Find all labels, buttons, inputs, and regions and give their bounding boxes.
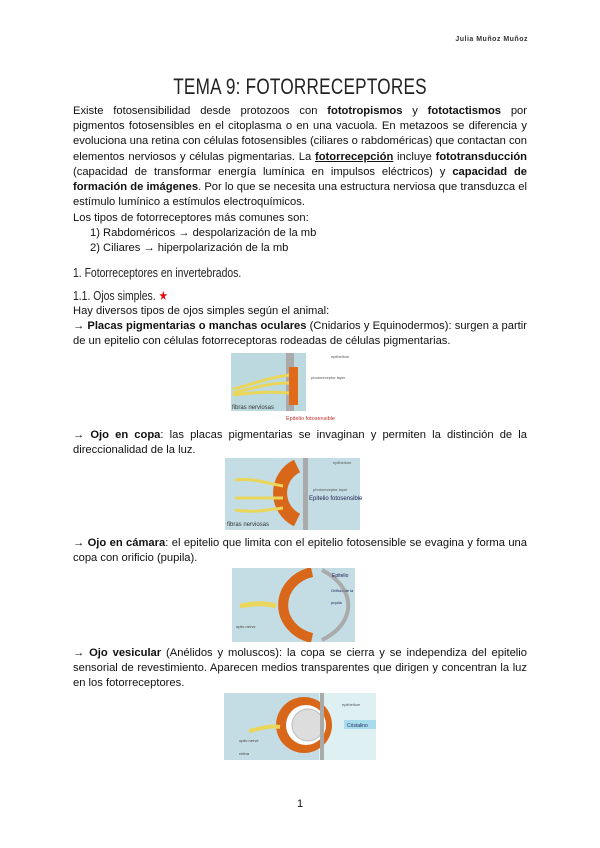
text-run: : las placas pigmentarias se invaginan y permiten la distinción de la direccionalidad de la luz. <box>73 429 527 457</box>
svg-text:Epitelio: Epitelio <box>332 573 349 579</box>
text-run: (Cnidarios y Equinodermos): surgen a partir de un epitelio con células fotorreceptoras rodeadas de células pigmentarias. <box>73 320 527 348</box>
text-run: → <box>73 647 90 659</box>
figure-pigment-spot <box>231 353 371 423</box>
bold-term: fototactismos <box>427 105 502 117</box>
vesicular-paragraph <box>73 646 527 692</box>
text-run: incluye <box>393 150 436 163</box>
bold-term: Ojo en cámara <box>87 537 166 549</box>
text-run: → <box>73 429 91 441</box>
svg-text:photoreceptor layer: photoreceptor layer <box>311 375 346 380</box>
simple-intro: Hay diversos tipos de ojos simples según el animal: <box>73 305 330 317</box>
text-run: por pigmentos fotosensibles en el citoplasma o en una vacuola. En metazoos se diferencia y evoluciona una retina con células fotosensibles (ciliares o rabdoméricas) que contactan con elementos nerviosos y células pigmentarias. La <box>73 105 528 163</box>
figure-cup-eye <box>225 458 375 530</box>
svg-text:Epitelio fotosensible: Epitelio fotosensible <box>309 496 363 502</box>
bold-term: fototransducción <box>435 150 527 163</box>
text-run: : el epitelio que limita con el epitelio fotosensible se evagina y forma una copa con orificio (pupila). <box>73 537 528 565</box>
bold-term: fotorrecepción <box>314 150 394 163</box>
section-heading-1: 1. Fotorreceptores en invertebrados. <box>73 265 242 280</box>
svg-text:retina: retina <box>239 751 250 756</box>
placas-paragraph <box>73 319 527 349</box>
svg-text:pupila: pupila <box>331 600 342 605</box>
figure-camera-eye <box>232 568 357 642</box>
svg-text:optic nerve: optic nerve <box>236 624 256 629</box>
svg-text:epithelium: epithelium <box>342 702 361 707</box>
bold-term: Ojo en copa <box>90 429 161 441</box>
intro-paragraph <box>73 104 527 210</box>
header-author: Julia Muñoz Muñoz <box>455 36 528 43</box>
svg-text:epithelium: epithelium <box>333 460 352 465</box>
svg-text:optic nerve: optic nerve <box>239 738 259 743</box>
text-run: y <box>402 105 428 117</box>
types-intro: Los tipos de fotorreceptores más comunes son: <box>73 212 309 224</box>
svg-text:Epitelio fotosensible: Epitelio fotosensible <box>286 416 335 422</box>
figure-vesicular-eye <box>224 693 376 760</box>
heading-text: 1.1. Ojos simples. <box>73 288 156 303</box>
bold-term: capacidad de formación de imágenes <box>73 165 527 194</box>
text-run: (Anélidos y moluscos): la copa se cierra y se independiza del epitelio sensorial de revestimiento. Aparecen medios transparentes que dirigen y concentran la luz en los fotorreceptores. <box>73 647 527 690</box>
bold-term: Placas pigmentarias o manchas oculares <box>87 320 307 332</box>
text-run: → <box>73 320 88 332</box>
types-item-1: 1) Rabdoméricos → despolarización de la mb <box>90 227 317 239</box>
svg-text:epithelium: epithelium <box>331 354 350 359</box>
page-number: 1 <box>296 798 304 810</box>
svg-text:photoreceptor layer: photoreceptor layer <box>313 487 348 492</box>
bold-term: fototropismos <box>327 105 403 117</box>
types-item-2: 2) Ciliares → hiperpolarización de la mb <box>90 242 289 254</box>
text-run: Existe fotosensibilidad desde protozoos con <box>73 105 328 117</box>
bold-term: Ojo vesicular <box>89 647 162 659</box>
camara-paragraph <box>73 536 527 566</box>
text-run: (capacidad de transformar energía lumínica en impulsos eléctricos) y <box>73 165 453 178</box>
star-icon: ★ <box>158 288 168 303</box>
svg-text:fibras nerviosas: fibras nerviosas <box>232 405 275 411</box>
svg-text:Cristalino: Cristalino <box>347 723 368 729</box>
page-title: TEMA 9: FOTORRECEPTORES <box>173 74 427 99</box>
text-run: → <box>73 537 88 549</box>
text-run: . Por lo que se necesita una estructura nerviosa que transduzca el estímulo lumínico a estímulos electroquímicos. <box>73 181 527 209</box>
copa-paragraph <box>73 428 527 458</box>
svg-text:fibras nerviosas: fibras nerviosas <box>227 522 270 528</box>
section-heading-1-1 <box>73 288 168 304</box>
svg-text:Orificio de la: Orificio de la <box>331 588 354 593</box>
